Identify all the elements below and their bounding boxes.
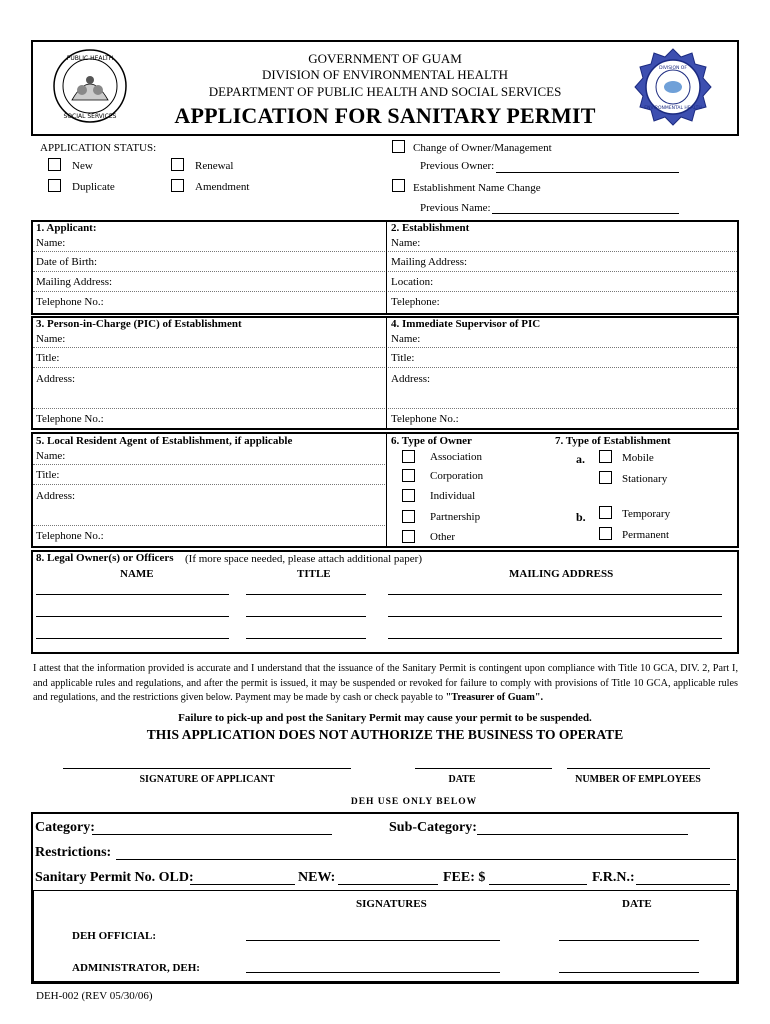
stationary-label: Stationary — [622, 473, 668, 485]
owners-col-title: TITLE — [297, 568, 331, 580]
signatures-heading: SIGNATURES — [356, 898, 427, 910]
pic-title-label: Title: — [36, 352, 60, 364]
restrictions-label: Restrictions: — [35, 845, 112, 860]
change-owner-checkbox[interactable] — [392, 140, 405, 153]
owner-2-name-line[interactable] — [36, 616, 229, 617]
attestation-paragraph — [33, 662, 738, 706]
restrictions-line[interactable] — [116, 859, 736, 860]
owners-col-address: MAILING ADDRESS — [509, 568, 614, 580]
svg-text:ENVIRONMENTAL HEALTH: ENVIRONMENTAL HEALTH — [644, 106, 702, 111]
association-checkbox[interactable] — [402, 450, 415, 463]
svg-text:DIVISION OF: DIVISION OF — [659, 66, 687, 71]
section-1-2-divider — [386, 221, 387, 314]
divider — [33, 251, 385, 252]
fee-line[interactable] — [489, 884, 587, 885]
category-label: Category: — [35, 820, 95, 835]
deh-official-label: DEH OFFICIAL: — [72, 930, 157, 942]
divider — [33, 367, 385, 368]
pic-phone-label: Telephone No.: — [36, 413, 104, 425]
owner-1-name-line[interactable] — [36, 594, 229, 595]
pic-heading: 3. Person-in-Charge (PIC) of Establishment — [36, 318, 242, 330]
owner-type-heading: 6. Type of Owner — [391, 435, 472, 447]
header-line-3: DEPARTMENT OF PUBLIC HEALTH AND SOCIAL SERVICES — [208, 84, 562, 99]
employees-line[interactable] — [567, 768, 710, 769]
previous-name-label: Previous Name: — [420, 202, 491, 214]
form-id: DEH-002 (REV 05/30/06) — [36, 990, 153, 1002]
owner-3-address-line[interactable] — [388, 638, 722, 639]
owner-3-name-line[interactable] — [36, 638, 229, 639]
association-label: Association — [430, 451, 482, 463]
divider — [388, 367, 737, 368]
divider — [33, 484, 385, 485]
deh-official-date-line[interactable] — [559, 940, 699, 941]
type-b-label: b. — [576, 510, 586, 524]
establishment-phone-label: Telephone: — [391, 296, 440, 308]
frn-line[interactable] — [636, 884, 730, 885]
mobile-label: Mobile — [622, 452, 654, 464]
divider — [388, 408, 737, 409]
amendment-checkbox[interactable] — [171, 179, 184, 192]
deh-official-signature-line[interactable] — [246, 940, 500, 941]
permit-old-label: Sanitary Permit No. OLD: — [35, 870, 194, 885]
svg-text:PUBLIC HEALTH: PUBLIC HEALTH — [66, 55, 114, 62]
applicant-signature-line[interactable] — [63, 768, 351, 769]
applicant-heading: 1. Applicant: — [36, 222, 97, 234]
signatures-date-heading: DATE — [622, 898, 652, 910]
divider — [33, 525, 385, 526]
permanent-checkbox[interactable] — [599, 527, 612, 540]
name-change-label: Establishment Name Change — [413, 182, 541, 194]
type-a-label: a. — [576, 452, 585, 466]
duplicate-checkbox[interactable] — [48, 179, 61, 192]
agent-title-label: Title: — [36, 469, 60, 481]
deh-seal-logo — [633, 47, 713, 127]
other-label: Other — [430, 531, 456, 543]
applicant-phone-label: Telephone No.: — [36, 296, 104, 308]
signature-applicant-label: SIGNATURE OF APPLICANT — [139, 774, 275, 785]
divider — [388, 347, 737, 348]
permit-old-line[interactable] — [190, 884, 295, 885]
change-owner-label: Change of Owner/Management — [413, 142, 552, 154]
previous-owner-line[interactable] — [496, 172, 679, 173]
owner-2-address-line[interactable] — [388, 616, 722, 617]
section-3-4-divider — [386, 317, 387, 429]
previous-name-line[interactable] — [492, 213, 679, 214]
individual-label: Individual — [430, 490, 476, 502]
subcategory-label: Sub-Category: — [389, 820, 477, 835]
previous-owner-label: Previous Owner: — [420, 160, 495, 172]
agent-address-label: Address: — [36, 490, 76, 502]
section-1-2-frame — [31, 220, 739, 315]
applicant-dob-label: Date of Birth: — [36, 256, 98, 268]
applicant-mailing-label: Mailing Address: — [36, 276, 113, 288]
stationary-checkbox[interactable] — [599, 471, 612, 484]
divider — [388, 291, 737, 292]
administrator-label: ADMINISTRATOR, DEH: — [72, 962, 200, 974]
attestation-text: I attest that the information provided is accurate and I understand that the issuance of the Sanitary Permit is contingent upon compliance with Title 10 GCA, DIV. 2, Part I, and applicable rules and regulations, and after the permit is issued, it may be suspended or revoked for failure to comply with provisions of Title 10 GCA, applicable rules and regulations, and the restrictions given below. Payment may be made by cash or check payable to — [33, 663, 738, 704]
supervisor-address-label: Address: — [391, 373, 431, 385]
permit-new-label: NEW: — [298, 870, 336, 885]
pickup-warning: Failure to pick-up and post the Sanitary Permit may cause your permit to be suspended. — [178, 712, 592, 724]
applicant-name-label: Name: — [36, 237, 66, 249]
establishment-name-label: Name: — [391, 237, 421, 249]
signature-date-label: DATE — [448, 774, 476, 785]
pic-name-label: Name: — [36, 333, 66, 345]
establishment-heading: 2. Establishment — [391, 222, 470, 234]
header-line-1: GOVERNMENT OF GUAM — [308, 51, 462, 66]
new-checkbox[interactable] — [48, 158, 61, 171]
payee-text: "Treasurer of Guam". — [445, 692, 544, 704]
divider — [33, 408, 385, 409]
renewal-label: Renewal — [195, 160, 234, 172]
fee-label: FEE: $ — [443, 870, 486, 885]
temporary-checkbox[interactable] — [599, 506, 612, 519]
date-line[interactable] — [415, 768, 552, 769]
pic-address-label: Address: — [36, 373, 76, 385]
frn-label: F.R.N.: — [592, 870, 635, 885]
divider — [33, 464, 385, 465]
name-change-checkbox[interactable] — [392, 179, 405, 192]
deh-use-heading: DEH USE ONLY BELOW — [350, 797, 478, 807]
individual-checkbox[interactable] — [402, 489, 415, 502]
corporation-checkbox[interactable] — [402, 469, 415, 482]
svg-text:SOCIAL SERVICES: SOCIAL SERVICES — [63, 113, 117, 120]
corporation-label: Corporation — [430, 470, 484, 482]
supervisor-title-label: Title: — [391, 352, 415, 364]
administrator-date-line[interactable] — [559, 972, 699, 973]
new-label: New — [72, 160, 93, 172]
partnership-checkbox[interactable] — [402, 510, 415, 523]
temporary-label: Temporary — [622, 508, 671, 520]
renewal-checkbox[interactable] — [171, 158, 184, 171]
divider — [33, 291, 385, 292]
supervisor-name-label: Name: — [391, 333, 421, 345]
owner-2-title-line[interactable] — [246, 616, 366, 617]
establishment-type-heading: 7. Type of Establishment — [555, 435, 671, 447]
supervisor-phone-label: Telephone No.: — [391, 413, 459, 425]
owners-heading: 8. Legal Owner(s) or Officers — [36, 552, 174, 564]
agent-phone-label: Telephone No.: — [36, 530, 104, 542]
agent-heading: 5. Local Resident Agent of Establishment, if applicable — [36, 435, 293, 447]
partnership-label: Partnership — [430, 511, 481, 523]
duplicate-label: Duplicate — [72, 181, 115, 193]
subcategory-line[interactable] — [477, 834, 688, 835]
divider — [33, 271, 385, 272]
divider — [33, 347, 385, 348]
owners-note: (If more space needed, please attach additional paper) — [185, 553, 422, 565]
dphss-seal-logo — [52, 48, 128, 124]
owner-3-title-line[interactable] — [246, 638, 366, 639]
supervisor-heading: 4. Immediate Supervisor of PIC — [391, 318, 541, 330]
header-line-2: DIVISION OF ENVIRONMENTAL HEALTH — [261, 67, 509, 82]
mobile-checkbox[interactable] — [599, 450, 612, 463]
divider — [388, 271, 737, 272]
establishment-mailing-label: Mailing Address: — [391, 256, 468, 268]
form-title: APPLICATION FOR SANITARY PERMIT — [174, 103, 596, 128]
no-authorization-warning: THIS APPLICATION DOES NOT AUTHORIZE THE BUSINESS TO OPERATE — [146, 727, 624, 742]
amendment-label: Amendment — [195, 181, 250, 193]
section-3-4-frame — [31, 316, 739, 430]
owner-1-address-line[interactable] — [388, 594, 722, 595]
other-checkbox[interactable] — [402, 530, 415, 543]
section-5-divider — [386, 433, 387, 547]
category-line[interactable] — [92, 834, 332, 835]
owners-col-name: NAME — [120, 568, 154, 580]
agent-name-label: Name: — [36, 450, 66, 462]
administrator-signature-line[interactable] — [246, 972, 500, 973]
establishment-location-label: Location: — [391, 276, 434, 288]
employees-label: NUMBER OF EMPLOYEES — [575, 774, 701, 785]
divider — [388, 251, 737, 252]
application-status-label: APPLICATION STATUS: — [40, 142, 157, 154]
owner-1-title-line[interactable] — [246, 594, 366, 595]
permit-new-line[interactable] — [338, 884, 438, 885]
permanent-label: Permanent — [622, 529, 670, 541]
